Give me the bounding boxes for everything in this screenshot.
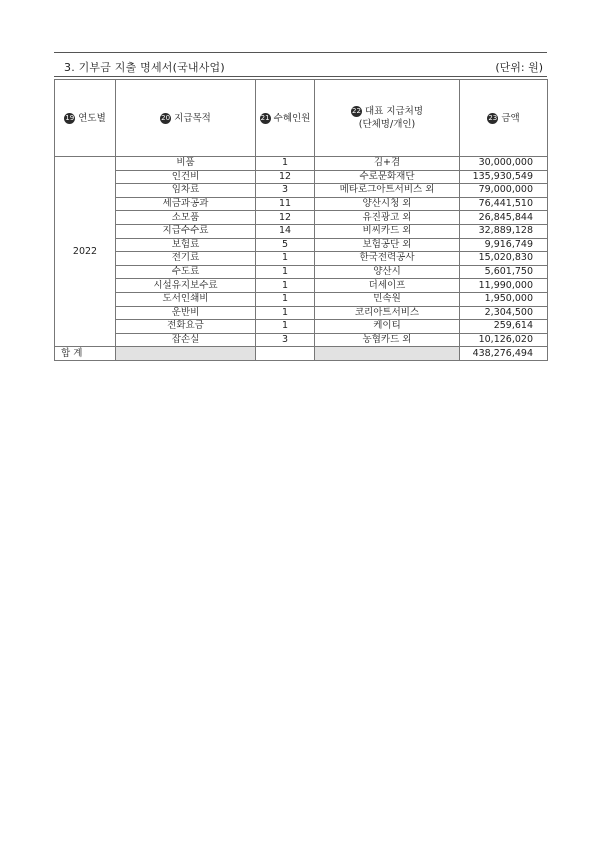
count-cell: 3: [256, 333, 315, 347]
payee-cell: 케이티: [315, 320, 460, 334]
table-row: [55, 170, 548, 184]
header-row: [55, 80, 548, 157]
top-rule: [54, 52, 547, 53]
purpose-cell: 도서인쇄비: [116, 292, 256, 306]
count-cell: 1: [256, 265, 315, 279]
payee-cell: 메타로그아트서비스 외: [315, 184, 460, 198]
table-row: [55, 320, 548, 334]
title-rule: [54, 76, 547, 77]
document-title: 3. 기부금 지출 명세서(국내사업): [64, 61, 225, 74]
amount-cell: 26,845,844: [460, 211, 548, 225]
amount-cell: 1,950,000: [460, 292, 548, 306]
table-row: [55, 211, 548, 225]
total-shaded-cell: [315, 347, 460, 361]
table-row: [55, 306, 548, 320]
amount-cell: 30,000,000: [460, 157, 548, 171]
purpose-cell: 임차료: [116, 184, 256, 198]
unit-label: (단위: 원): [495, 61, 543, 74]
table-row: [55, 197, 548, 211]
purpose-cell: 인건비: [116, 170, 256, 184]
count-cell: 1: [256, 157, 315, 171]
count-cell: 1: [256, 320, 315, 334]
payee-cell: 유진광고 외: [315, 211, 460, 225]
table-row: [55, 184, 548, 198]
amount-cell: 79,000,000: [460, 184, 548, 198]
count-cell: 12: [256, 211, 315, 225]
purpose-cell: 지급수수료: [116, 224, 256, 238]
purpose-cell: 시설유지보수료: [116, 279, 256, 293]
header-year: 19 연도별: [55, 80, 116, 157]
table-row: [55, 252, 548, 266]
payee-cell: 민속원: [315, 292, 460, 306]
total-empty-cell: [256, 347, 315, 361]
purpose-cell: 보험료: [116, 238, 256, 252]
header-payee-sub: (단체명/개인): [358, 119, 416, 130]
year-cell: 2022: [55, 157, 116, 347]
circled-number-19: 19: [65, 113, 75, 122]
payee-cell: 농협카드 외: [315, 333, 460, 347]
payee-cell: 김+겸: [315, 157, 460, 171]
total-amount: 438,276,494: [460, 347, 548, 361]
circled-number-21: 21: [260, 113, 270, 122]
title-bar: [54, 56, 547, 78]
circled-number-22: 22: [351, 107, 361, 115]
amount-cell: 11,990,000: [460, 279, 548, 293]
amount-cell: 10,126,020: [460, 333, 548, 347]
circled-number-20: 20: [161, 113, 171, 122]
table-row: [55, 279, 548, 293]
amount-cell: 2,304,500: [460, 306, 548, 320]
total-label: 합 계: [55, 347, 116, 361]
count-cell: 14: [256, 224, 315, 238]
payee-cell: 비씨카드 외: [315, 224, 460, 238]
table-row: [55, 238, 548, 252]
circled-number-23: 23: [488, 113, 498, 122]
count-cell: 1: [256, 252, 315, 266]
payee-cell: 양산시청 외: [315, 197, 460, 211]
purpose-cell: 전화요금: [116, 320, 256, 334]
purpose-cell: 수도료: [116, 265, 256, 279]
payee-cell: 한국전력공사: [315, 252, 460, 266]
count-cell: 1: [256, 306, 315, 320]
count-cell: 5: [256, 238, 315, 252]
table-row: [55, 292, 548, 306]
payee-cell: 보험공단 외: [315, 238, 460, 252]
count-cell: 1: [256, 279, 315, 293]
table-row: [55, 265, 548, 279]
amount-cell: 32,889,128: [460, 224, 548, 238]
count-cell: 11: [256, 197, 315, 211]
payee-cell: 더세이프: [315, 279, 460, 293]
amount-cell: 135,930,549: [460, 170, 548, 184]
purpose-cell: 잡손실: [116, 333, 256, 347]
purpose-cell: 소모품: [116, 211, 256, 225]
count-cell: 3: [256, 184, 315, 198]
count-cell: 1: [256, 292, 315, 306]
amount-cell: 259,614: [460, 320, 548, 334]
purpose-cell: 비품: [116, 157, 256, 171]
payee-cell: 코리아트서비스: [315, 306, 460, 320]
amount-cell: 76,441,510: [460, 197, 548, 211]
table-row: [55, 157, 548, 171]
header-beneficiaries: 21 수혜인원: [256, 80, 315, 157]
amount-cell: 5,601,750: [460, 265, 548, 279]
header-payee: 22 대표 지급처명 (단체명/개인): [315, 80, 460, 157]
total-row: [55, 347, 548, 361]
payee-cell: 수로문화재단: [315, 170, 460, 184]
amount-cell: 9,916,749: [460, 238, 548, 252]
header-purpose: 20 지급목적: [116, 80, 256, 157]
purpose-cell: 운반비: [116, 306, 256, 320]
payee-cell: 양산시: [315, 265, 460, 279]
donation-expense-table: [54, 79, 548, 361]
amount-cell: 15,020,830: [460, 252, 548, 266]
count-cell: 12: [256, 170, 315, 184]
table-row: [55, 333, 548, 347]
header-amount: 23 금액: [460, 80, 548, 157]
purpose-cell: 세금과공과: [116, 197, 256, 211]
total-shaded-cell: [116, 347, 256, 361]
purpose-cell: 전기료: [116, 252, 256, 266]
table-row: [55, 224, 548, 238]
